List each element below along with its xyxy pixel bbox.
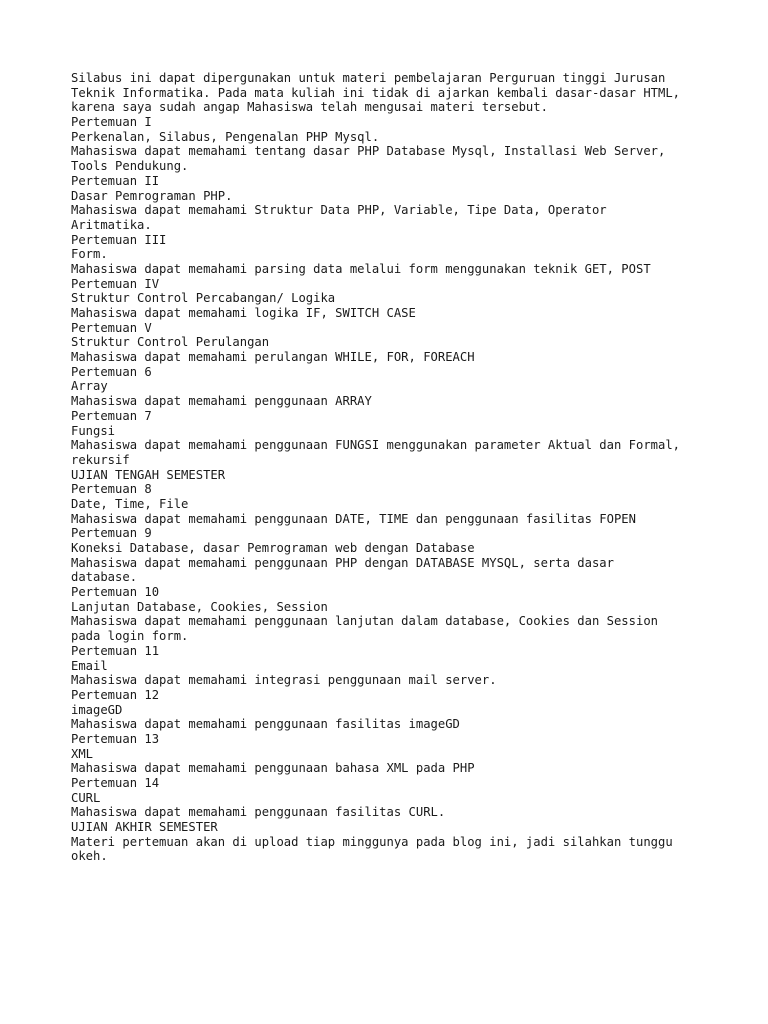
session-objective: pada login form. (71, 629, 189, 644)
session-topic: CURL (71, 790, 101, 805)
session-heading: Pertemuan 12 (71, 687, 160, 702)
session-objective: Mahasiswa dapat memahami penggunaan DATE, TIME dan penggunaan fasilitas FOPEN (71, 511, 636, 526)
session-objective: Mahasiswa dapat memahami logika IF, SWITCH CASE (71, 306, 416, 320)
exam-heading: UJIAN TENGAH SEMESTER (71, 467, 226, 482)
text-line: karena saya sudah angap Mahasiswa telah mengusai materi tersebut. (71, 100, 548, 115)
session-objective: Mahasiswa dapat memahami penggunaan FUNGSI menggunakan parameter Aktual dan Formal, (71, 438, 681, 453)
session-topic: Form. (71, 247, 108, 262)
session-heading: Pertemuan 7 (71, 408, 152, 423)
session-objective: rekursif (71, 452, 130, 467)
session-heading: Pertemuan 10 (71, 585, 160, 600)
session-heading: Pertemuan 9 (71, 526, 152, 541)
session-objective: Mahasiswa dapat memahami penggunaan fasilitas imageGD (71, 717, 460, 732)
session-objective: Aritmatika. (71, 217, 152, 232)
session-objective: Mahasiswa dapat memahami tentang dasar PHP Database Mysql, Installasi Web Server, (71, 144, 666, 159)
session-topic: Struktur Control Perulangan (71, 335, 270, 350)
session-objective: database. (71, 570, 138, 585)
session-heading: Pertemuan 13 (71, 731, 160, 746)
session-topic: Lanjutan Database, Cookies, Session (71, 599, 328, 614)
session-heading: Pertemuan III (71, 232, 167, 247)
text-line: Silabus ini dapat dipergunakan untuk materi pembelajaran Perguruan tinggi Jurusan (71, 71, 666, 85)
session-topic: Email (71, 658, 108, 673)
session-heading: Pertemuan 8 (71, 482, 152, 497)
closing-note: okeh. (71, 849, 108, 864)
session-topic: Struktur Control Percabangan/ Logika (71, 291, 336, 306)
text-line: Teknik Informatika. Pada mata kuliah ini tidak di ajarkan kembali dasar-dasar HTML, (71, 85, 681, 100)
session-objective: Mahasiswa dapat memahami integrasi penggunaan mail server. (71, 673, 497, 688)
session-objective: Mahasiswa dapat memahami parsing data melalui form menggunakan teknik GET, POST (71, 261, 651, 276)
session-objective: Mahasiswa dapat memahami penggunaan bahasa XML pada PHP (71, 761, 475, 776)
session-topic: Koneksi Database, dasar Pemrograman web dengan Database (71, 541, 475, 555)
session-topic: Array (71, 379, 108, 394)
session-objective: Mahasiswa dapat memahami penggunaan fasilitas CURL. (71, 805, 446, 820)
session-topic: Perkenalan, Silabus, Pengenalan PHP Mysql. (71, 129, 380, 144)
session-objective: Mahasiswa dapat memahami penggunaan ARRAY (71, 394, 372, 409)
session-topic: imageGD (71, 702, 123, 717)
session-objective: Mahasiswa dapat memahami penggunaan lanjutan dalam database, Cookies dan Session (71, 614, 658, 629)
document-body (71, 71, 711, 864)
session-heading: Pertemuan II (71, 173, 160, 188)
session-heading: Pertemuan I (71, 115, 152, 130)
session-heading: Pertemuan 14 (71, 776, 160, 790)
closing-note: Materi pertemuan akan di upload tiap minggunya pada blog ini, jadi silahkan tunggu (71, 834, 673, 849)
session-topic: Dasar Pemrograman PHP. (71, 188, 233, 203)
session-objective: Tools Pendukung. (71, 159, 189, 174)
session-objective: Mahasiswa dapat memahami perulangan WHILE, FOR, FOREACH (71, 350, 475, 365)
session-objective: Mahasiswa dapat memahami penggunaan PHP dengan DATABASE MYSQL, serta dasar (71, 555, 614, 570)
exam-heading: UJIAN AKHIR SEMESTER (71, 820, 218, 835)
session-heading: Pertemuan 11 (71, 643, 160, 658)
session-objective: Mahasiswa dapat memahami Struktur Data PHP, Variable, Tipe Data, Operator (71, 203, 607, 218)
session-topic: XML (71, 746, 94, 761)
session-heading: Pertemuan IV (71, 276, 160, 291)
session-topic: Fungsi (71, 423, 116, 438)
session-heading: Pertemuan 6 (71, 364, 152, 379)
session-heading: Pertemuan V (71, 320, 152, 335)
session-topic: Date, Time, File (71, 496, 189, 511)
